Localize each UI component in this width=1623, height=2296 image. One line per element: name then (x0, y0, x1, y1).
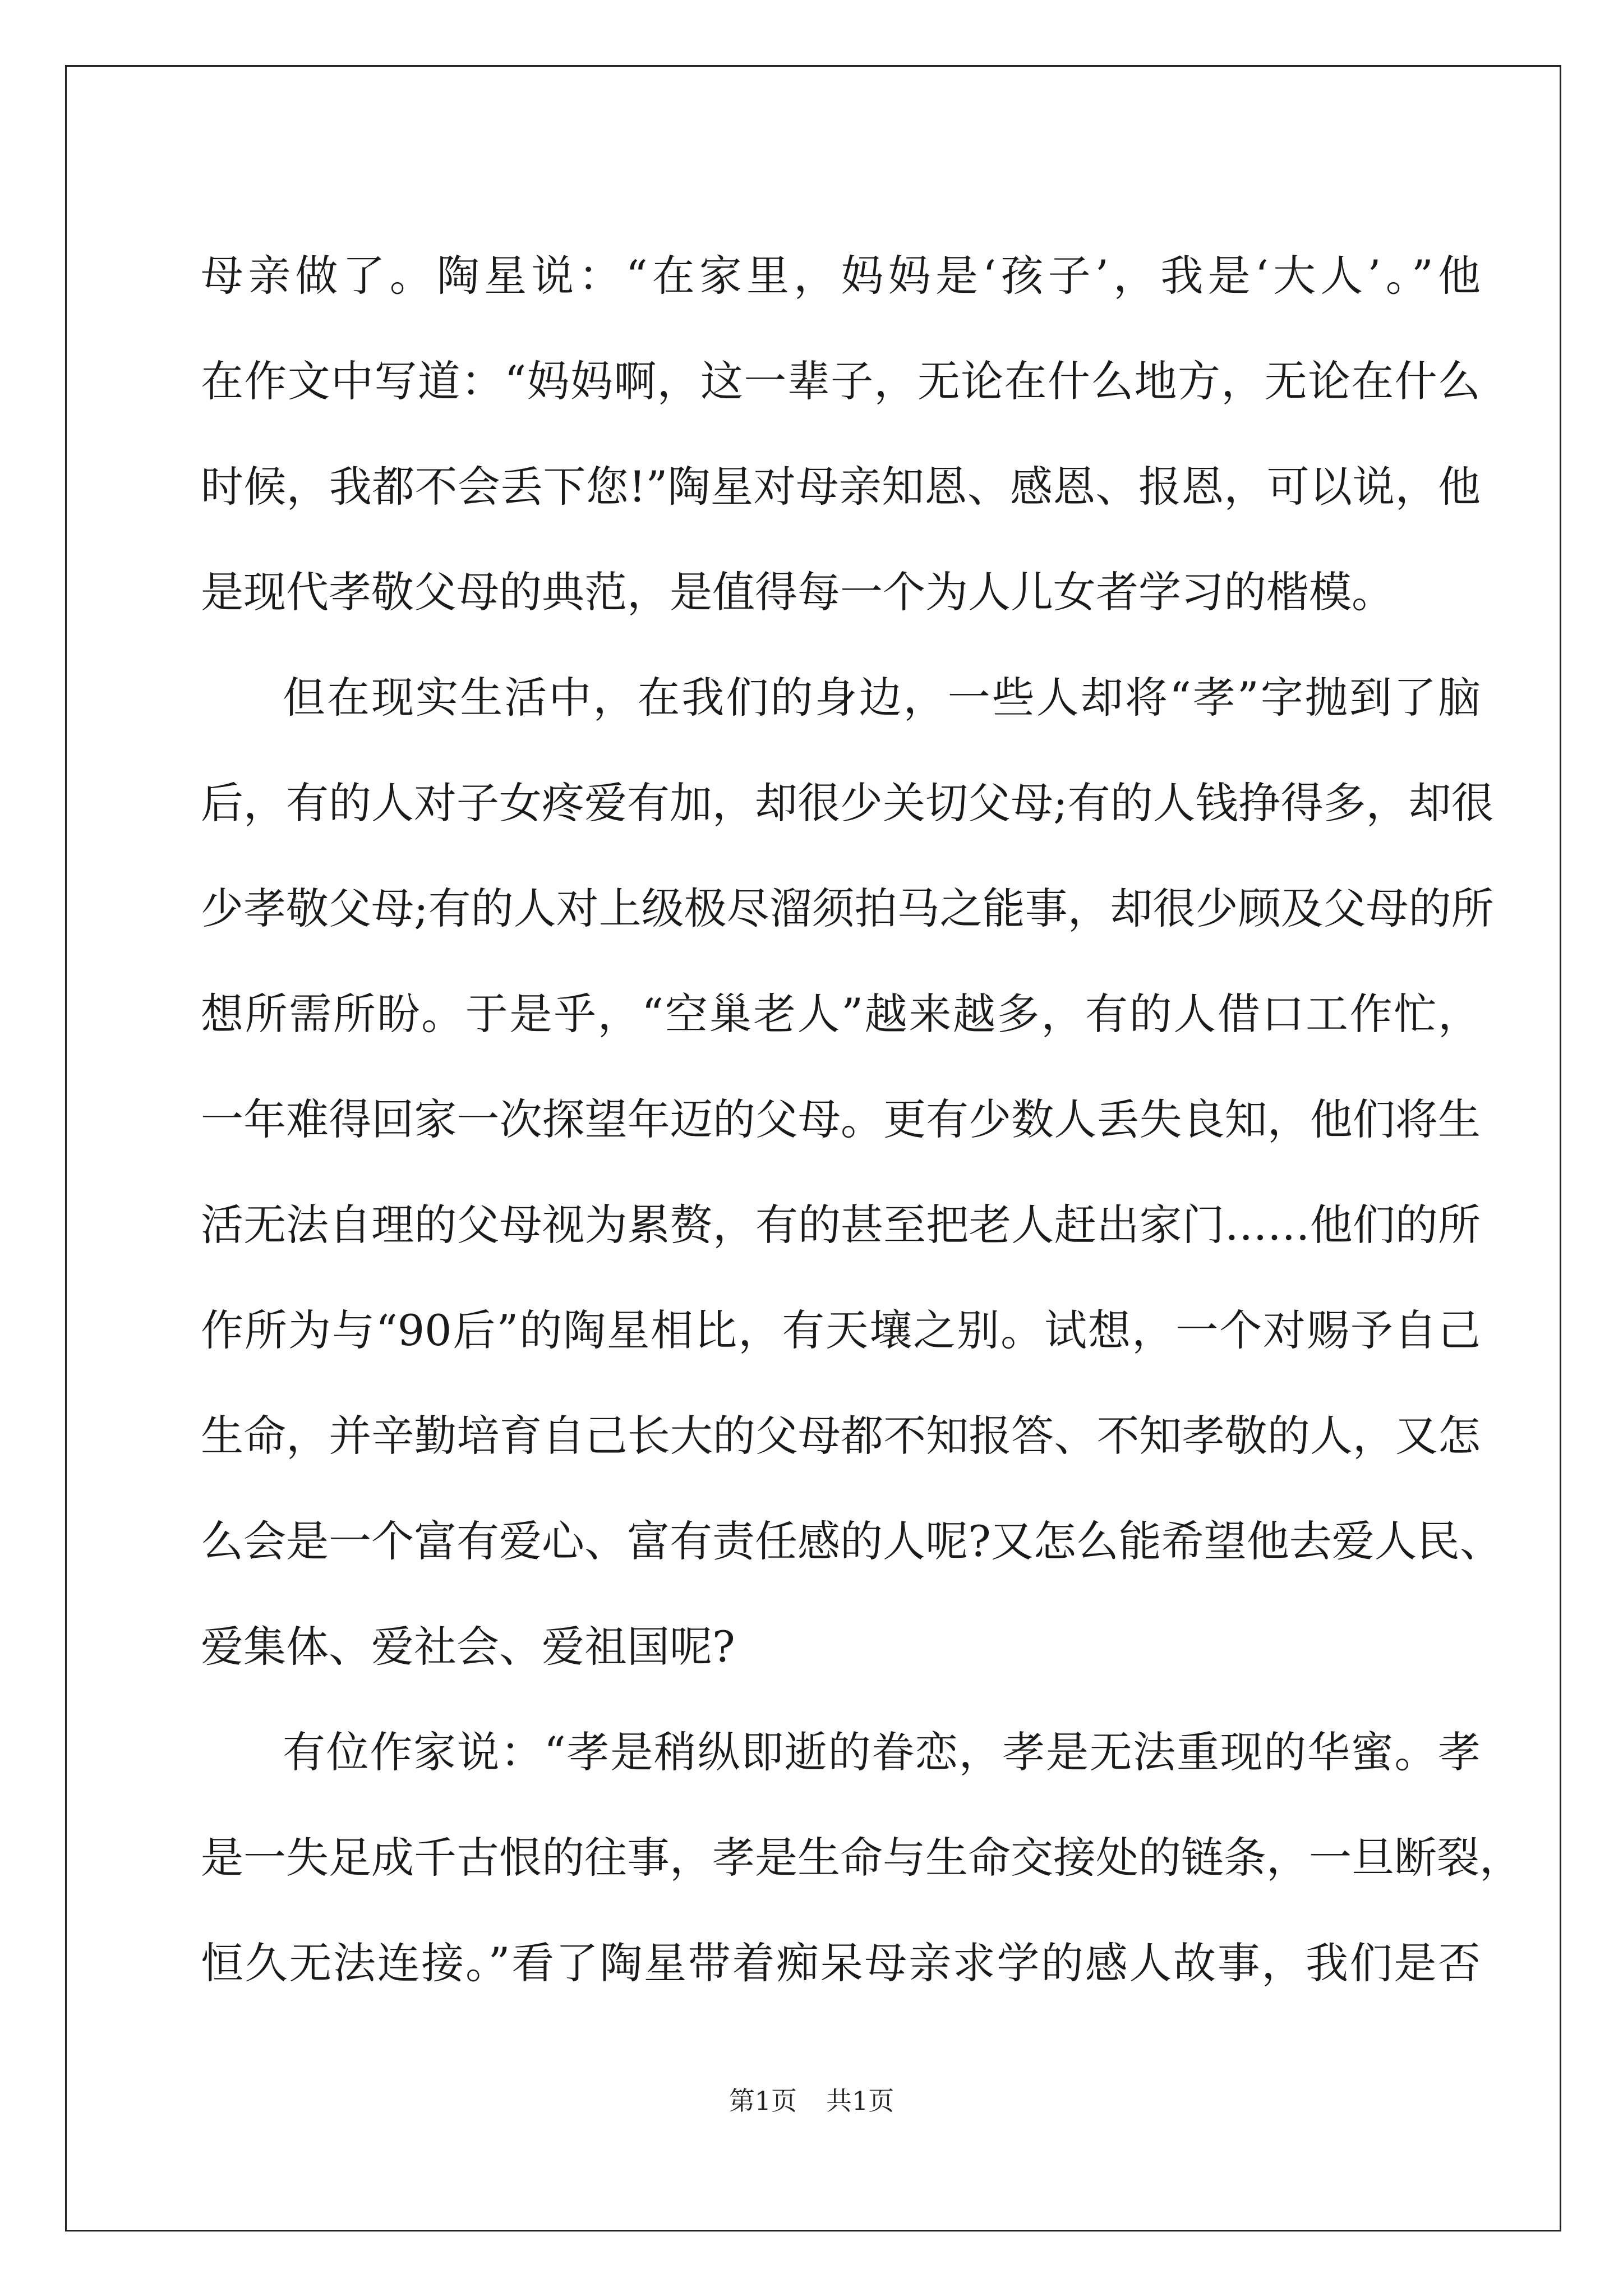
text-line: 一年难得回家一次探望年迈的父母。更有少数人丢失良知，他们将生 (201, 1094, 1481, 1144)
text-line: 生命，并辛勤培育自己长大的父母都不知报答、不知孝敬的人，又怎 (201, 1411, 1481, 1461)
text-line: 时候，我都不会丢下您!”陶星对母亲知恩、感恩、报恩，可以说，他 (201, 462, 1481, 512)
page-number-total: 共1页 (826, 2086, 895, 2116)
page-footer (0, 2084, 1623, 2118)
text-line: 活无法自理的父母视为累赘，有的甚至把老人赶出家门……他们的所 (201, 1200, 1481, 1250)
text-line: 是现代孝敬父母的典范，是值得每一个为人儿女者学习的楷模。 (201, 567, 1394, 617)
text-line: 后，有的人对子女疼爱有加，却很少关切父母;有的人钱挣得多，却很 (201, 778, 1494, 828)
page-number-current: 第1页 (728, 2086, 797, 2116)
paragraph-start-line: 有位作家说：“孝是稍纵即逝的眷恋，孝是无法重现的华蜜。孝 (283, 1727, 1481, 1777)
document-body (201, 223, 1522, 2016)
text-line: 么会是一个富有爱心、富有责任感的人呢?又怎么能希望他去爱人民、 (201, 1516, 1502, 1566)
text-line: 恒久无法连接。”看了陶星带着痴呆母亲求学的感人故事，我们是否 (201, 1938, 1481, 1988)
text-line: 爱集体、爱社会、爱祖国呢? (201, 1622, 735, 1672)
text-line: 是一失足成千古恨的往事，孝是生命与生命交接处的链条，一旦断裂， (201, 1833, 1522, 1883)
text-line: 母亲做了。陶星说：“在家里，妈妈是‘孩子’，我是‘大人’。”他 (201, 251, 1481, 301)
text-line: 作所为与“90后”的陶星相比，有天壤之别。试想，一个对赐予自己 (201, 1305, 1481, 1355)
text-line: 在作文中写道：“妈妈啊，这一辈子，无论在什么地方，无论在什么 (201, 356, 1481, 406)
text-line: 想所需所盼。于是乎，“空巢老人”越来越多，有的人借口工作忙， (201, 989, 1481, 1039)
paragraph-start-line: 但在现实生活中，在我们的身边，一些人却将“孝”字抛到了脑 (283, 673, 1481, 723)
text-line: 少孝敬父母;有的人对上级极尽溜须拍马之能事，却很少顾及父母的所 (201, 884, 1494, 933)
